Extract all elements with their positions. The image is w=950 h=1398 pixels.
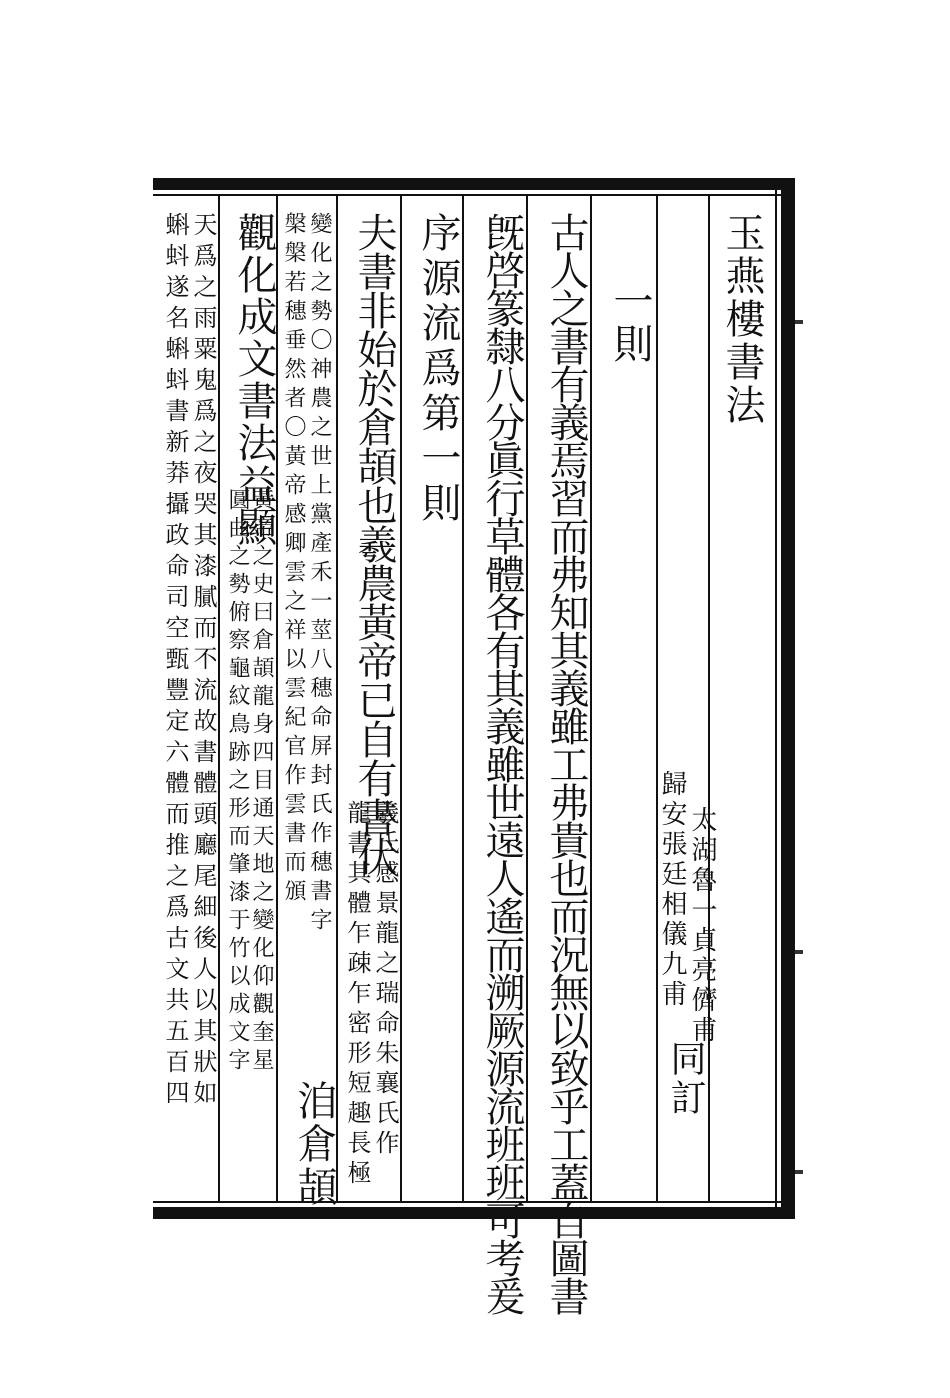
margin-mark bbox=[795, 1170, 803, 1174]
frame-right-rule bbox=[781, 178, 795, 1219]
frame-top-rule bbox=[153, 178, 788, 190]
editor-line-right: 太湖魯一貞亮儕甫 bbox=[687, 806, 717, 1046]
column-divider bbox=[336, 196, 338, 1201]
editor-line-left: 歸安張廷相儀九甫 bbox=[657, 770, 687, 1010]
margin-mark bbox=[795, 950, 803, 954]
text-column-3: 序源流爲第一則 bbox=[415, 212, 461, 527]
section-label: 一則 bbox=[607, 280, 653, 366]
editors-joint-label: 同訂 bbox=[665, 1040, 706, 1118]
annotation-column-6-left: 圓曲之勢俯察龜紋鳥跡之形而肇漆于竹以成文字 bbox=[225, 488, 250, 1076]
margin-mark bbox=[795, 320, 803, 324]
frame-top-thin-rule bbox=[153, 194, 788, 196]
frame-bottom-thin-rule bbox=[153, 1201, 788, 1203]
annotation-column-6-right: 黃帝之史曰倉頡龍身四目通天地之變化仰觀奎星 bbox=[249, 488, 274, 1076]
text-column-2: 旣啓篆隸八分眞行草體各有其義雖世遠人遙而溯厥源流班班可考爰 bbox=[479, 212, 525, 1314]
frame-right-thin-rule bbox=[775, 190, 777, 1207]
annotation-column-4-right: 羲氏感景龍之瑞命朱襄氏作 bbox=[371, 800, 399, 1160]
text-column-6: 觀化成文書法益顯 bbox=[231, 212, 277, 548]
frame-bottom-rule bbox=[153, 1207, 788, 1219]
annotation-column-7-left: 蝌蚪遂名蝌蚪書新莽攝政命司空甄豐定六體而推之爲古文共五百四 bbox=[161, 212, 189, 1111]
text-column-5-tail: 洎倉頡 bbox=[291, 1080, 337, 1209]
annotation-column-7-right: 天爲之雨粟鬼爲之夜哭其漆膩而不流故書體頭廳尾細後人以其狀如 bbox=[189, 212, 217, 1111]
book-title: 玉燕樓書法 bbox=[719, 212, 765, 427]
annotation-column-4-left: 龍書其體乍疎乍密形短趣長極 bbox=[343, 800, 371, 1190]
annotation-column-5-left: 槃槃若穗垂然者〇黃帝感卿雲之祥以雲紀官作雲書而頒 bbox=[281, 212, 306, 908]
annotation-column-5-right: 變化之勢〇神農之世上黨產禾一莖八穗命屏封氏作穗書字 bbox=[307, 212, 332, 937]
text-column-4: 夫書非始於倉頡也羲農黃帝已自有書伏 bbox=[351, 212, 397, 875]
text-column-1: 古人之書有義焉習而弗知其義雖工弗貴也而況無以致乎工蓋自圖書 bbox=[543, 212, 589, 1314]
